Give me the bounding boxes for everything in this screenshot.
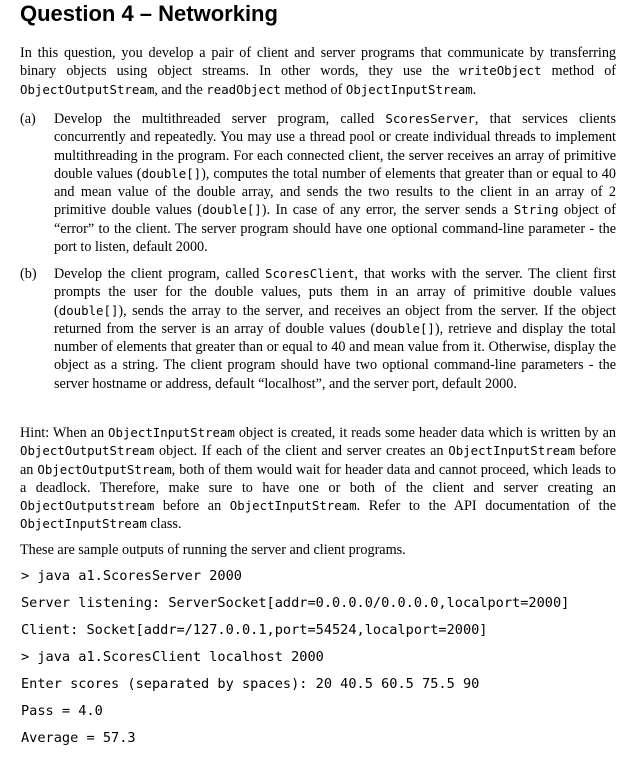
samples-intro: These are sample outputs of running the server and client programs. bbox=[20, 542, 406, 558]
code-object-output-stream: ObjectOutputstream bbox=[20, 498, 155, 514]
hint-text-4: before an bbox=[20, 443, 616, 478]
sample-output-line: Enter scores (separated by spaces): 20 40.5 60.5 75.5 90 bbox=[21, 676, 480, 692]
part-a-text-2: , that services clients concurrently and repeatedly. You may use a thread pool or create individual threads to implement multithreading in the program. For each connected client, the server receives an array of primitive double values ( bbox=[54, 111, 616, 182]
intro-text-4: method of bbox=[280, 81, 346, 98]
code-object-output-stream: ObjectOutputStream bbox=[20, 81, 155, 97]
code-object-input-stream: ObjectInputStream bbox=[229, 498, 357, 514]
part-a bbox=[20, 110, 616, 256]
hint-paragraph bbox=[20, 424, 616, 534]
part-b-text-4: ), retrieve and display the total number of elements that greater than or equal to 40 and mean value from it. Otherwise, display the object as a string. The client program should have two optional command-line parameters - the server hostname or address, default “localhost”, and the server port, default 2000. bbox=[54, 320, 617, 392]
code-object-input-stream: ObjectInputStream bbox=[108, 425, 235, 440]
code-object-output-stream: ObjectOutputStream bbox=[37, 461, 172, 477]
code-read-object: readObject bbox=[206, 81, 281, 97]
code-object-input-stream: ObjectInputStream bbox=[20, 516, 147, 532]
hint-text-3: object. If each of the client and server creates an bbox=[154, 443, 449, 460]
code-scores-client: ScoresClient bbox=[265, 266, 355, 281]
part-a-text-4: ). In case of any error, the server sends a bbox=[261, 202, 514, 219]
hint-text-6: before an bbox=[154, 498, 230, 515]
code-string: String bbox=[513, 202, 559, 218]
code-object-output-stream: ObjectOutputStream bbox=[20, 443, 155, 459]
sample-output-line: > java a1.ScoresClient localhost 2000 bbox=[21, 649, 324, 665]
intro-paragraph bbox=[20, 44, 616, 99]
sample-output-line: Server listening: ServerSocket[addr=0.0.0.0/0.0.0.0,localport=2000] bbox=[21, 595, 570, 611]
part-a-text-5: object of “error” to the client. The server program should have one optional command-line parameter - the port to listen, default 2000. bbox=[54, 202, 617, 256]
code-double-array: double[] bbox=[202, 202, 262, 218]
code-object-input-stream: ObjectInputStream bbox=[345, 81, 473, 97]
code-scores-server: ScoresServer bbox=[385, 111, 475, 126]
question-title: Question 4 – Networking bbox=[20, 1, 278, 26]
part-a-text-3: ), computes the total number of elements that greater than or equal to 40 and mean value of the double array, and sends the two results to the client in an array of 2 primitive double values ( bbox=[54, 165, 616, 219]
hint-text-7: . Refer to the API documentation of the bbox=[356, 498, 616, 515]
part-a-text-1: Develop the multithreaded server program, called bbox=[54, 111, 386, 127]
code-object-input-stream: ObjectInputStream bbox=[448, 443, 576, 459]
code-double-array: double[] bbox=[58, 302, 119, 318]
intro-text-5: . bbox=[472, 81, 477, 98]
hint-text-2: object is created, it reads some header data which is written by an bbox=[234, 425, 616, 441]
hint-text-8: class. bbox=[146, 516, 182, 533]
sample-output-line: Average = 57.3 bbox=[21, 730, 136, 746]
code-double-array: double[] bbox=[141, 165, 202, 181]
code-double-array: double[] bbox=[375, 320, 435, 336]
part-b-label: (b) bbox=[20, 266, 37, 282]
part-b-text-1: Develop the client program, called bbox=[54, 266, 266, 282]
hint-text-1: Hint: When an bbox=[20, 425, 109, 441]
part-b-text-2: , that works with the server. The client first prompts the user for the double values, puts them in an array of primitive double values ( bbox=[54, 266, 616, 319]
sample-output-line: > java a1.ScoresServer 2000 bbox=[21, 568, 242, 584]
part-b-text bbox=[54, 265, 616, 393]
intro-text-2: method of bbox=[541, 63, 617, 80]
sample-output-line: Client: Socket[addr=/127.0.0.1,port=54524,localport=2000] bbox=[21, 622, 488, 638]
part-b-text-3: ), sends the array to the server, and receives an object from the server. If the object returned from the server is an array of double values ( bbox=[54, 302, 616, 337]
part-a-label: (a) bbox=[20, 111, 36, 127]
intro-text-3: , and the bbox=[154, 81, 207, 98]
code-write-object: writeObject bbox=[459, 63, 542, 79]
part-a-text bbox=[54, 110, 616, 256]
part-b bbox=[20, 265, 616, 393]
intro-text-1: In this question, you develop a pair of client and server programs that communicate by transferring binary objects using object streams. In other words, they use the bbox=[20, 45, 616, 80]
sample-output-line: Pass = 4.0 bbox=[21, 703, 103, 719]
hint-text-5: , both of them would wait for header data and cannot proceed, which leads to a deadlock. Therefore, make sure to have one or both of the client and server creating an bbox=[20, 461, 616, 496]
